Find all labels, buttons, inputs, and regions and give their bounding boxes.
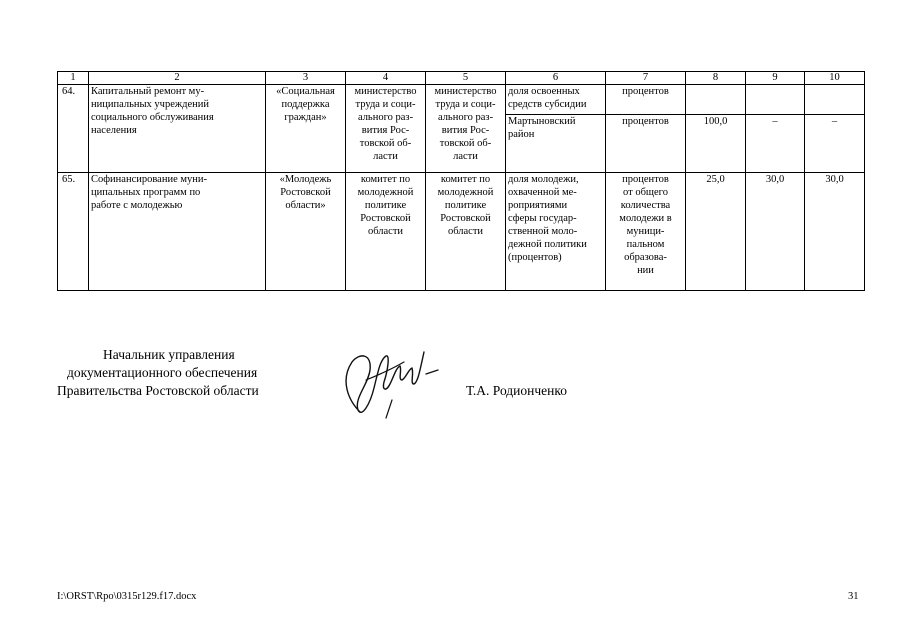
header-cell: 6	[506, 72, 606, 85]
co-executor: министерство труда и соци- ального раз- вития Рос- товской об- ласти	[426, 85, 506, 173]
program-name: «Молодежь Ростовской области»	[266, 173, 346, 291]
row-number: 64.	[58, 85, 89, 173]
value-cell: 30,0	[805, 173, 865, 291]
indicator-name: доля молодежи, охваченной ме- роприятиями сферы государ- ственной моло- дежной политики (процентов)	[506, 173, 606, 291]
value-cell: –	[805, 115, 865, 173]
table-row	[58, 85, 865, 115]
handwritten-signature	[330, 340, 445, 420]
value-cell: 25,0	[686, 173, 746, 291]
header-cell: 10	[805, 72, 865, 85]
value-cell: 30,0	[746, 173, 805, 291]
co-executor: комитет по молодежной политике Ростовской области	[426, 173, 506, 291]
value-cell: –	[746, 115, 805, 173]
value-cell: 100,0	[686, 115, 746, 173]
table-row	[58, 173, 865, 291]
responsible-executor: министерство труда и соци- ального раз- вития Рос- товской об- ласти	[346, 85, 426, 173]
footer-page-number: 31	[848, 591, 859, 602]
measure-name: Капитальный ремонт му- ниципальных учреждений социального обслуживания населения	[89, 85, 266, 173]
measures-table	[57, 71, 865, 291]
value-cell	[805, 85, 865, 115]
indicator-district: Мартыновский район	[506, 115, 606, 173]
unit-cell: процентов	[606, 115, 686, 173]
unit-cell: процентов от общего количества молодежи в муници- пальном образова- нии	[606, 173, 686, 291]
value-cell	[686, 85, 746, 115]
value-cell	[746, 85, 805, 115]
footer-file-path: I:\ORST\Rpo\0315r129.f17.docx	[57, 591, 197, 602]
header-cell: 7	[606, 72, 686, 85]
measure-name: Софинансирование муни- ципальных программ по работе с молодежью	[89, 173, 266, 291]
responsible-executor: комитет по молодежной политике Ростовской области	[346, 173, 426, 291]
header-cell: 4	[346, 72, 426, 85]
signatory-title-line: документационного обеспечения	[67, 365, 258, 380]
signatory-title-line: Начальник управления	[103, 347, 235, 362]
program-name: «Социальная поддержка граждан»	[266, 85, 346, 173]
indicator-name: доля освоенных средств субсидии	[506, 85, 606, 115]
header-cell: 9	[746, 72, 805, 85]
signatory-name: Т.А. Родионченко	[466, 383, 567, 398]
row-number: 65.	[58, 173, 89, 291]
signatory-title-line: Правительства Ростовской области	[57, 383, 259, 398]
header-cell: 5	[426, 72, 506, 85]
table-header-row	[58, 72, 865, 85]
header-cell: 8	[686, 72, 746, 85]
unit-cell: процентов	[606, 85, 686, 115]
header-cell: 1	[58, 72, 89, 85]
header-cell: 3	[266, 72, 346, 85]
header-cell: 2	[89, 72, 266, 85]
